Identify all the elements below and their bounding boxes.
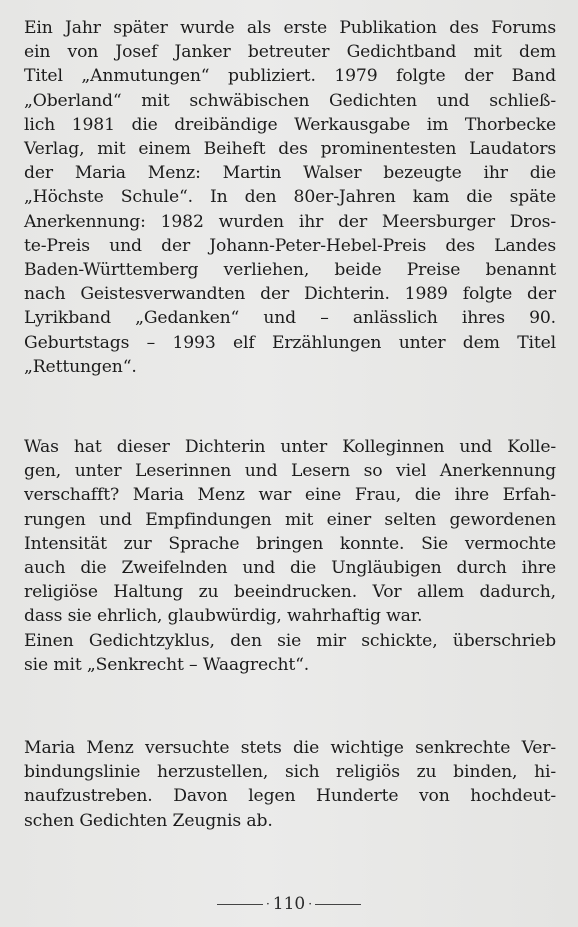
text-line: schen Gedichten Zeugnis ab. <box>24 810 273 831</box>
text-line: Titel „Anmutungen“ publiziert. 1979 folgte der Band <box>24 66 556 87</box>
text-line: dass sie ehrlich, glaubwürdig, wahrhaftig war. <box>24 606 423 627</box>
paragraph-1 <box>24 16 556 379</box>
text-line: „Höchste Schule“. In den 80er-Jahren kam die späte <box>24 187 556 208</box>
text-line: Einen Gedichtzyklus, den sie mir schickte, überschrieb <box>24 630 556 651</box>
text-line: auch die Zweifelnden und die Ungläubigen durch ihre <box>24 558 556 579</box>
text-line: bindungslinie herzustellen, sich religiös zu binden, hi- <box>24 762 556 783</box>
page-number: 110 <box>272 894 306 914</box>
text-line: „Oberland“ mit schwäbischen Gedichten und schließ- <box>24 90 556 111</box>
text-line: Geburtstags – 1993 elf Erzählungen unter dem Titel <box>24 332 556 353</box>
text-line: Baden-Württemberg verliehen, beide Preise benannt <box>24 260 556 281</box>
text-line: lich 1981 die dreibändige Werkausgabe im Thorbecke <box>24 114 556 135</box>
text-line: „Rettungen“. <box>24 356 137 377</box>
paragraph-2 <box>24 435 556 677</box>
text-line: gen, unter Leserinnen und Lesern so viel Anerkennung <box>24 461 556 482</box>
text-line: sie mit „Senkrecht – Waagrecht“. <box>24 654 310 675</box>
text-line: Verlag, mit einem Beiheft des prominentesten Laudators <box>24 139 556 160</box>
text-line: Lyrikband „Gedanken“ und – anlässlich ihres 90. <box>24 308 556 329</box>
text-line: Maria Menz versuchte stets die wichtige senkrechte Ver- <box>24 738 556 758</box>
text-line: Ein Jahr später wurde als erste Publikation des Forums <box>24 18 556 38</box>
footer-rule-right <box>315 904 361 905</box>
text-line: Anerkennung: 1982 wurden ihr der Meersburger Dros- <box>24 211 556 232</box>
text-line: Was hat dieser Dichterin unter Kolleginnen und Kolle- <box>24 437 556 457</box>
text-line: der Maria Menz: Martin Walser bezeugte ihr die <box>24 163 556 184</box>
text-line: nach Geistesverwandten der Dichterin. 1989 folgte der <box>24 284 556 305</box>
text-line: rungen und Empfindungen mit einer selten gewordenen <box>24 509 556 530</box>
text-line: naufzustreben. Davon legen Hunderte von hochdeut- <box>24 786 556 807</box>
text-line: te-Preis und der Johann-Peter-Hebel-Preis des Landes <box>24 235 556 256</box>
text-line: Intensität zur Sprache bringen konnte. Sie vermochte <box>24 533 556 554</box>
text-line: verschafft? Maria Menz war eine Frau, die ihre Erfah- <box>24 485 556 506</box>
paragraph-3 <box>24 736 556 833</box>
footer-rule-left <box>217 904 263 905</box>
footer-dot-right: · <box>308 897 313 911</box>
page-footer <box>0 889 578 919</box>
text-line: ein von Josef Janker betreuter Gedichtband mit dem <box>24 42 556 63</box>
footer-dot-left: · <box>265 897 270 911</box>
text-line: religiöse Haltung zu beeindrucken. Vor allem dadurch, <box>24 582 556 603</box>
